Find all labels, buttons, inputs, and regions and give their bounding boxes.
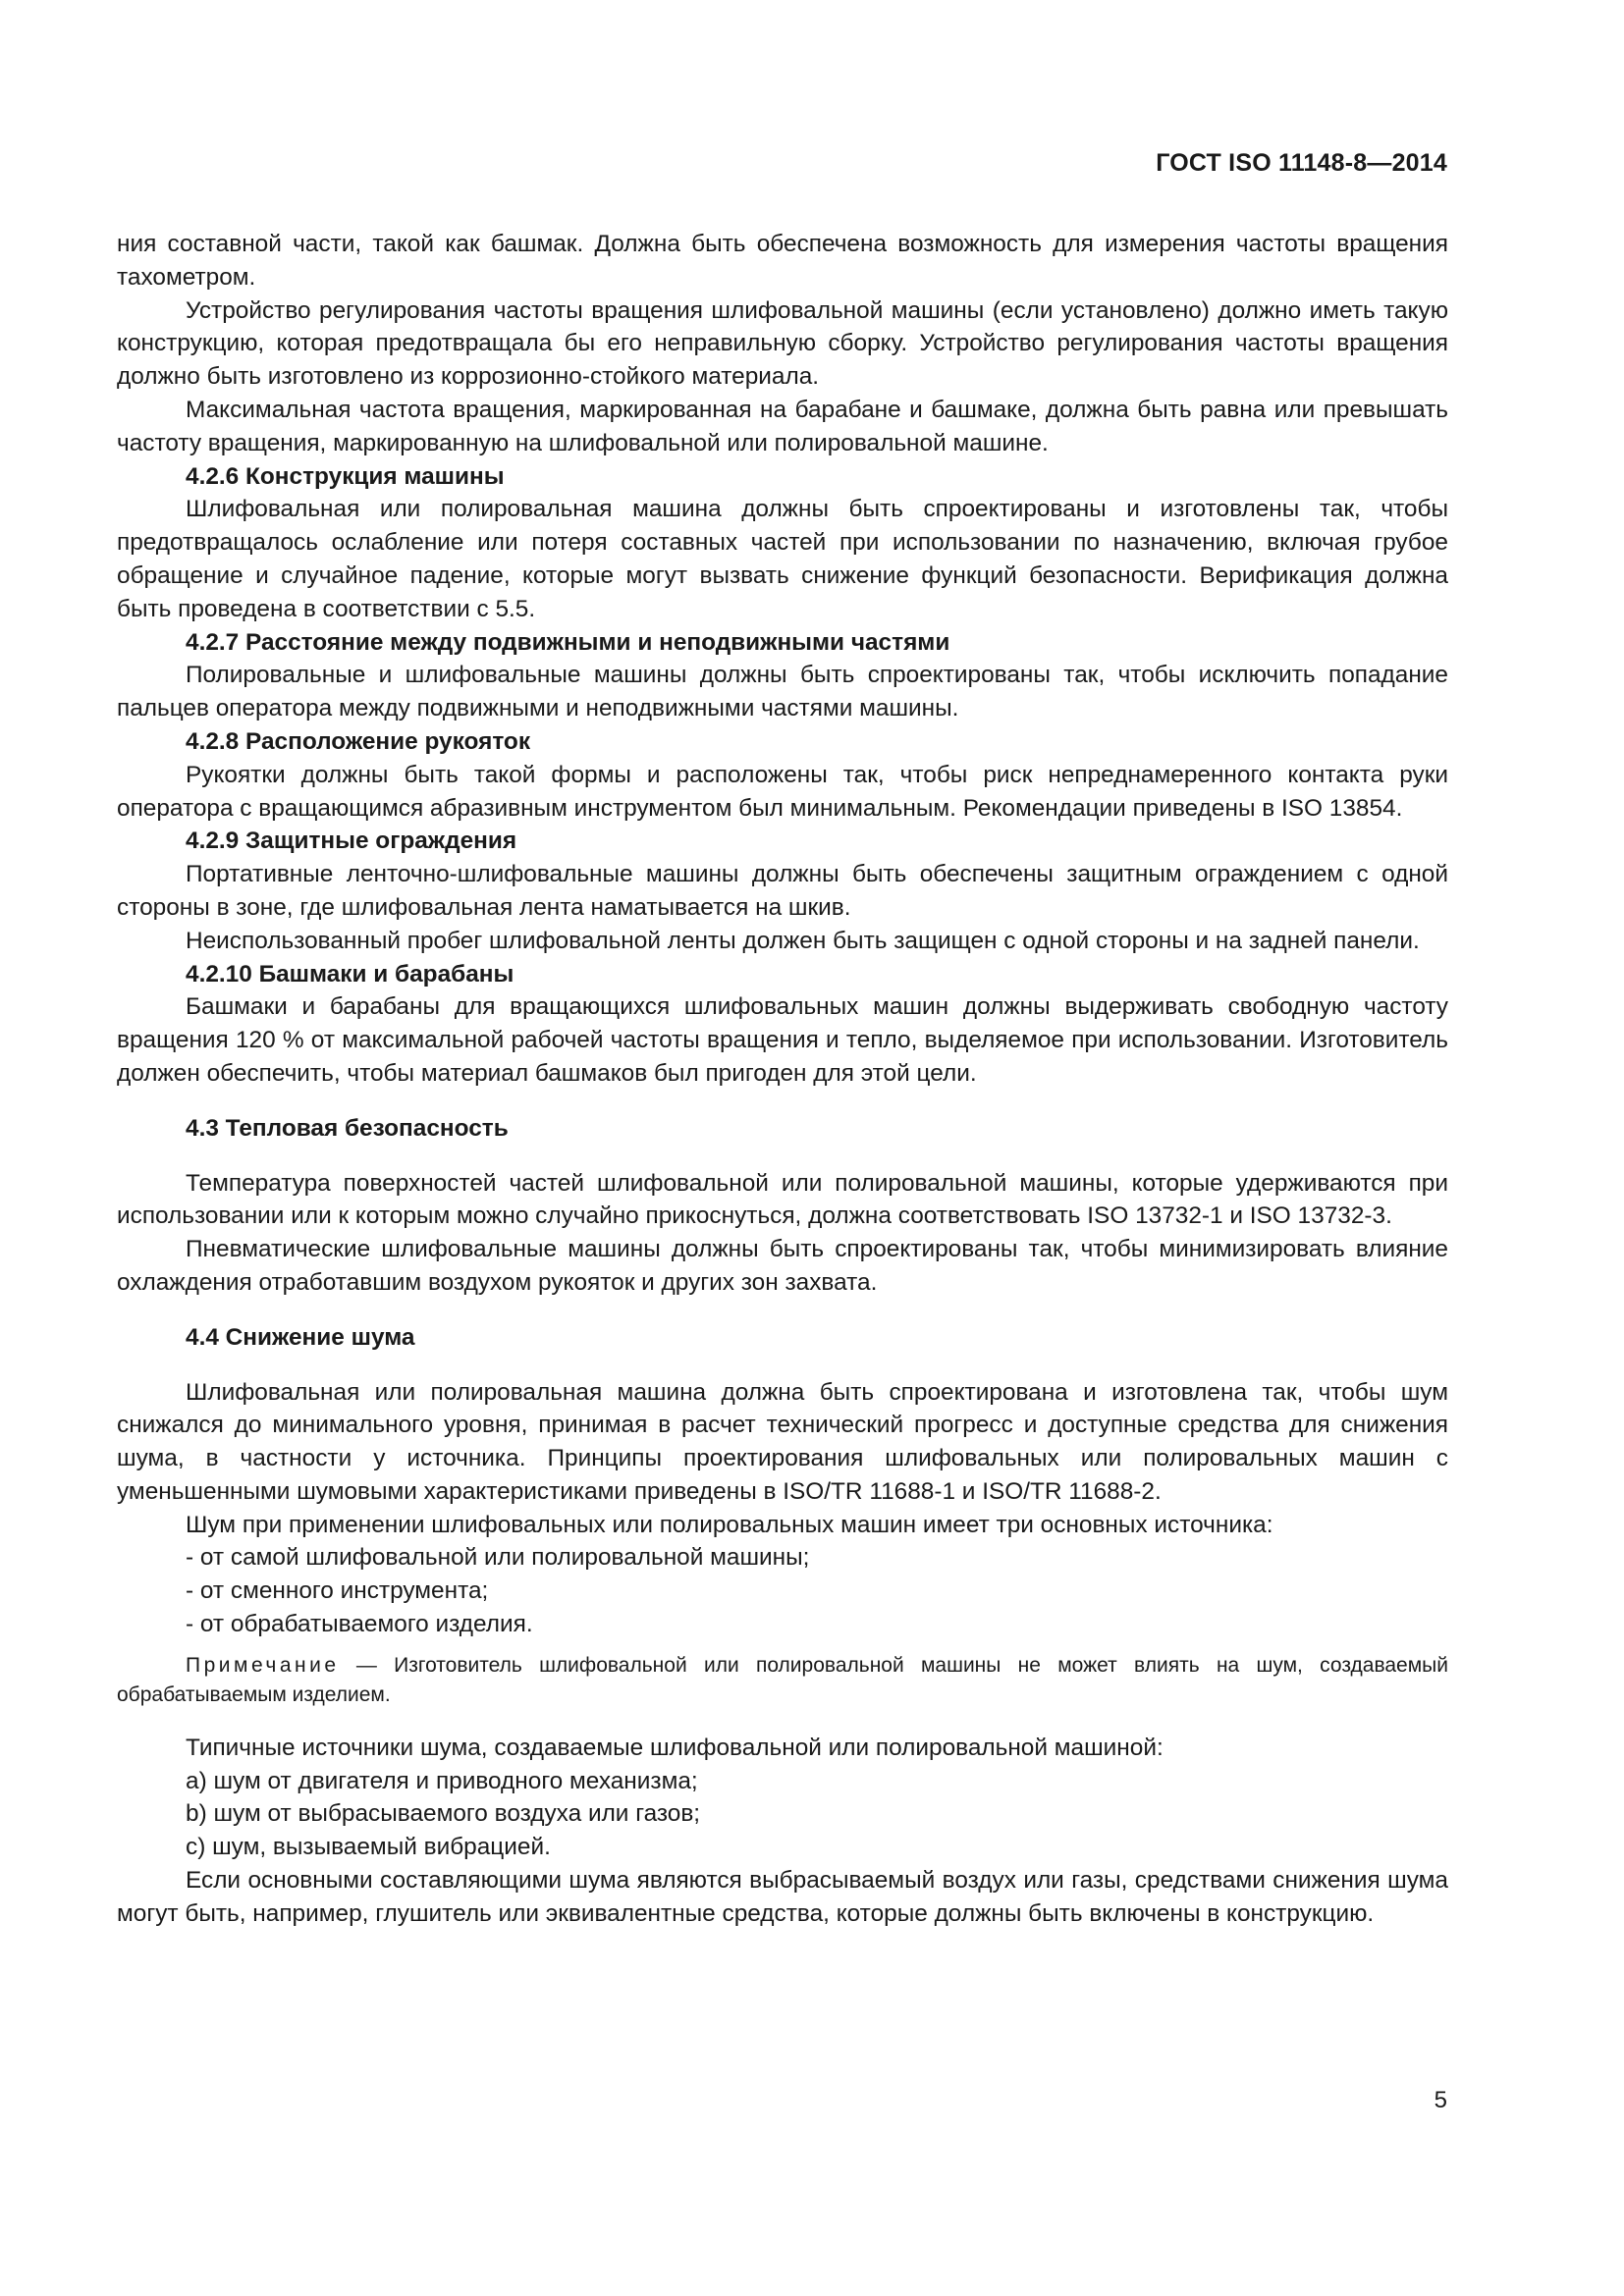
note-paragraph	[117, 1651, 1448, 1710]
paragraph: Полировальные и шлифовальные машины должны быть спроектированы так, чтобы исключить попадание пальцев оператора между подвижными и неподвижными частями машины.	[117, 662, 1448, 722]
subsection-heading: 4.2.9 Защитные ограждения	[186, 828, 517, 855]
paragraph: Шум при применении шлифовальных или полировальных машин имеет три основных источника:	[186, 1511, 1273, 1538]
list-item: c) шум, вызываемый вибрацией.	[186, 1834, 551, 1861]
paragraph: Максимальная частота вращения, маркированная на барабане и башмаке, должна быть равна или превышать частоту вращения, маркированную на шлифовальной или полировальной машине.	[117, 396, 1448, 456]
paragraph: Температура поверхностей частей шлифовальной или полировальной машины, которые удерживаются при использовании или к которым можно случайно прикоснуться, должна соответствовать ISO 13732-1 и ISO 13732-3.	[117, 1169, 1448, 1230]
spacer	[117, 1641, 1448, 1651]
subsection-heading: 4.2.7 Расстояние между подвижными и неподвижными частями	[186, 628, 950, 656]
page-number: 5	[1434, 2087, 1447, 2113]
subsection-heading: 4.2.10 Башмаки и барабаны	[186, 960, 514, 988]
paragraph: Шлифовальная или полировальная машина должна быть спроектирована и изготовлена так, чтобы шум снижался до минимального уровня, принимая в расчет технический прогресс и доступные средства для снижения шума, в частности у источника. Принципы проектирования шлифовальных или полировальных машин с уменьшенными шумовыми характеристиками приведены в ISO/TR 11688-1 и ISO/TR 11688-2.	[117, 1378, 1448, 1505]
list-item: - от самой шлифовальной или полировальной машины;	[186, 1544, 810, 1572]
spacer	[117, 1355, 1448, 1376]
list-item: a) шум от двигателя и приводного механизма;	[186, 1767, 698, 1794]
paragraph: Типичные источники шума, создаваемые шлифовальной или полировальной машиной:	[186, 1734, 1164, 1761]
spacer	[117, 1091, 1448, 1112]
subsection-heading: 4.2.8 Расположение рукояток	[186, 727, 531, 755]
spacer	[117, 1710, 1448, 1732]
document-header: ГОСТ ISO 11148-8—2014	[1156, 149, 1447, 177]
paragraph: Шлифовальная или полировальная машина должны быть спроектированы и изготовлены так, чтобы предотвращалось ослабление или потеря составных частей при использовании по назначению, включая грубое обращение и случайное падение, которые могут вызвать снижение функций безопасности. Верификация должна быть проведена в соответствии с 5.5.	[117, 496, 1448, 622]
section-heading: 4.3 Тепловая безопасность	[186, 1114, 509, 1142]
note-label: Примечание	[186, 1653, 340, 1677]
note-text: — Изготовитель шлифовальной или полировальной машины не может влиять на шум, создаваемый обрабатываемым изделием.	[117, 1653, 1448, 1706]
spacer	[117, 1300, 1448, 1321]
spacer	[117, 1146, 1448, 1167]
paragraph: Неиспользованный пробег шлифовальной ленты должен быть защищен с одной стороны и на задней панели.	[186, 927, 1420, 954]
document-body	[117, 228, 1448, 1931]
paragraph: Рукоятки должны быть такой формы и расположены так, чтобы риск непреднамеренного контакта руки оператора с вращающимся абразивным инструментом был минимальным. Рекомендации приведены в ISO 13854.	[117, 761, 1448, 822]
paragraph: Устройство регулирования частоты вращения шлифовальной машины (если установлено) должно иметь такую конструкцию, которая предотвращала бы его неправильную сборку. Устройство регулирования частоты вращения должно быть изготовлено из коррозионно-стойкого материала.	[117, 296, 1448, 391]
paragraph: Башмаки и барабаны для вращающихся шлифовальных машин должны выдерживать свободную частоту вращения 120 % от максимальной рабочей частоты вращения и тепло, выделяемое при использовании. Изготовитель должен обеспечить, чтобы материал башмаков был пригоден для этой цели.	[117, 993, 1448, 1087]
list-item: - от обрабатываемого изделия.	[186, 1611, 533, 1638]
section-heading: 4.4 Снижение шума	[186, 1323, 415, 1351]
list-item: - от сменного инструмента;	[186, 1577, 489, 1605]
paragraph: ния составной части, такой как башмак. Должна быть обеспечена возможность для измерения частоты вращения тахометром.	[117, 231, 1448, 291]
paragraph: Если основными составляющими шума являются выбрасываемый воздух или газы, средствами снижения шума могут быть, например, глушитель или эквивалентные средства, которые должны быть включены в конструкцию.	[117, 1867, 1448, 1927]
list-item: b) шум от выбрасываемого воздуха или газов;	[186, 1800, 701, 1828]
paragraph: Портативные ленточно-шлифовальные машины должны быть обеспечены защитным ограждением с одной стороны в зоне, где шлифовальная лента наматывается на шкив.	[117, 861, 1448, 921]
subsection-heading: 4.2.6 Конструкция машины	[186, 462, 505, 490]
paragraph: Пневматические шлифовальные машины должны быть спроектированы так, чтобы минимизировать влияние охлаждения отработавшим воздухом рукояток и других зон захвата.	[117, 1236, 1448, 1296]
